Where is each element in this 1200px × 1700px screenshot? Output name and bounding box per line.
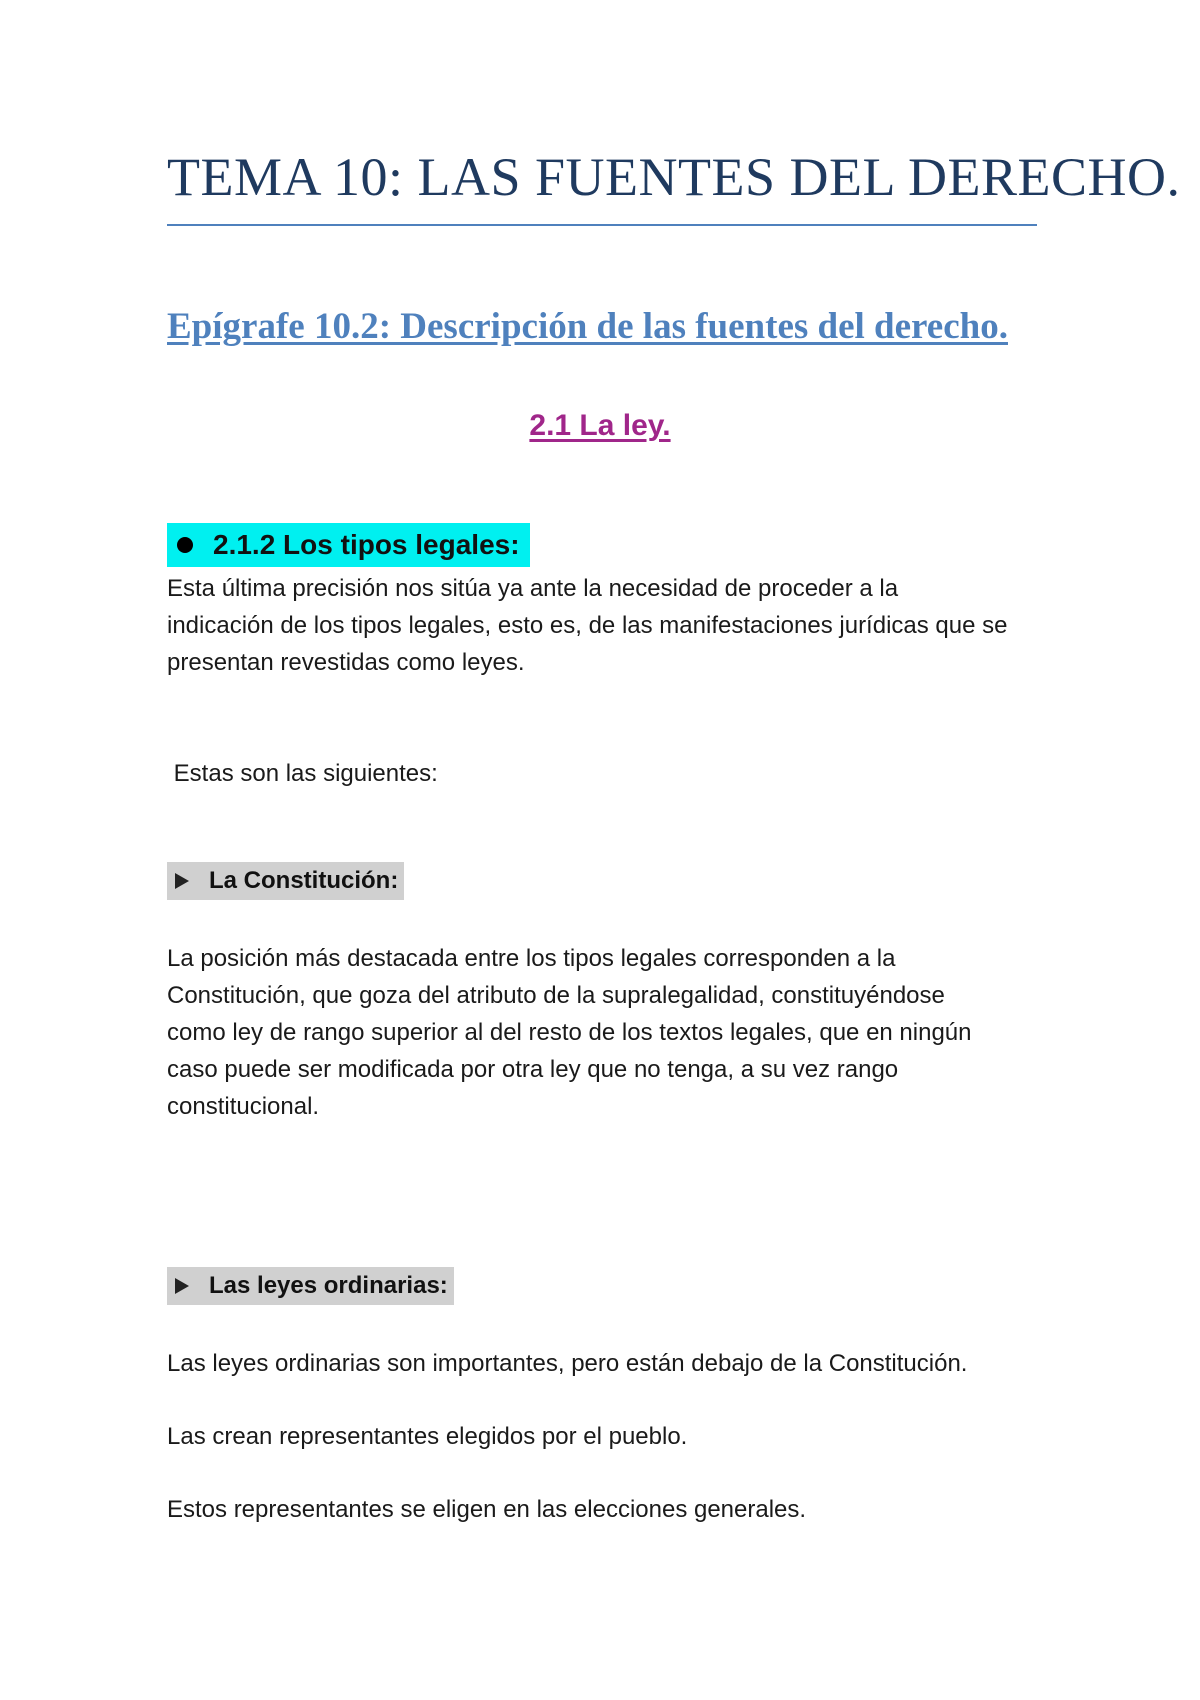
title-underline-rule — [167, 224, 1037, 226]
subsection-heading-label: 2.1.2 Los tipos legales: — [213, 529, 520, 560]
leyes-ordinarias-paragraph: Las leyes ordinarias son importantes, pero están debajo de la Constitución. — [167, 1350, 968, 1377]
constitucion-line: como ley de rango superior al del resto de los textos legales, que en ningún — [167, 1019, 972, 1046]
item-heading-leyes-ordinarias — [167, 1267, 454, 1305]
constitucion-line: constitucional. — [167, 1093, 320, 1120]
intro-follow-paragraph: Estas son las siguientes: — [167, 760, 438, 787]
constitucion-line: La posición más destacada entre los tipos legales corresponden a la — [167, 945, 896, 972]
leyes-ordinarias-paragraph: Estos representantes se eligen en las elecciones generales. — [167, 1496, 807, 1523]
arrow-bullet-icon — [175, 873, 189, 889]
item-heading-label: Las leyes ordinarias: — [209, 1272, 448, 1299]
arrow-bullet-icon — [175, 1278, 189, 1294]
bullet-dot-icon — [177, 537, 193, 553]
intro-line: indicación de los tipos legales, esto es, de las manifestaciones jurídicas que se — [167, 612, 1008, 639]
item-heading-label: La Constitución: — [209, 867, 399, 894]
leyes-ordinarias-paragraph: Las crean representantes elegidos por el pueblo. — [167, 1423, 688, 1450]
epigraph-heading: Epígrafe 10.2: Descripción de las fuentes del derecho. — [167, 306, 1008, 347]
intro-paragraph — [167, 570, 1047, 681]
intro-line: Esta última precisión nos sitúa ya ante la necesidad de proceder a la — [167, 575, 899, 602]
constitucion-paragraph — [167, 940, 1047, 1125]
intro-line: presentan revestidas como leyes. — [167, 649, 525, 676]
document-title: TEMA 10: LAS FUENTES DEL DERECHO. — [167, 147, 1181, 207]
subsection-heading — [167, 523, 530, 567]
constitucion-line: caso puede ser modificada por otra ley que no tenga, a su vez rango — [167, 1056, 899, 1083]
section-heading: 2.1 La ley. — [529, 409, 671, 442]
item-heading-constitucion — [167, 862, 404, 900]
constitucion-line: Constitución, que goza del atributo de la supralegalidad, constituyéndose — [167, 982, 945, 1009]
